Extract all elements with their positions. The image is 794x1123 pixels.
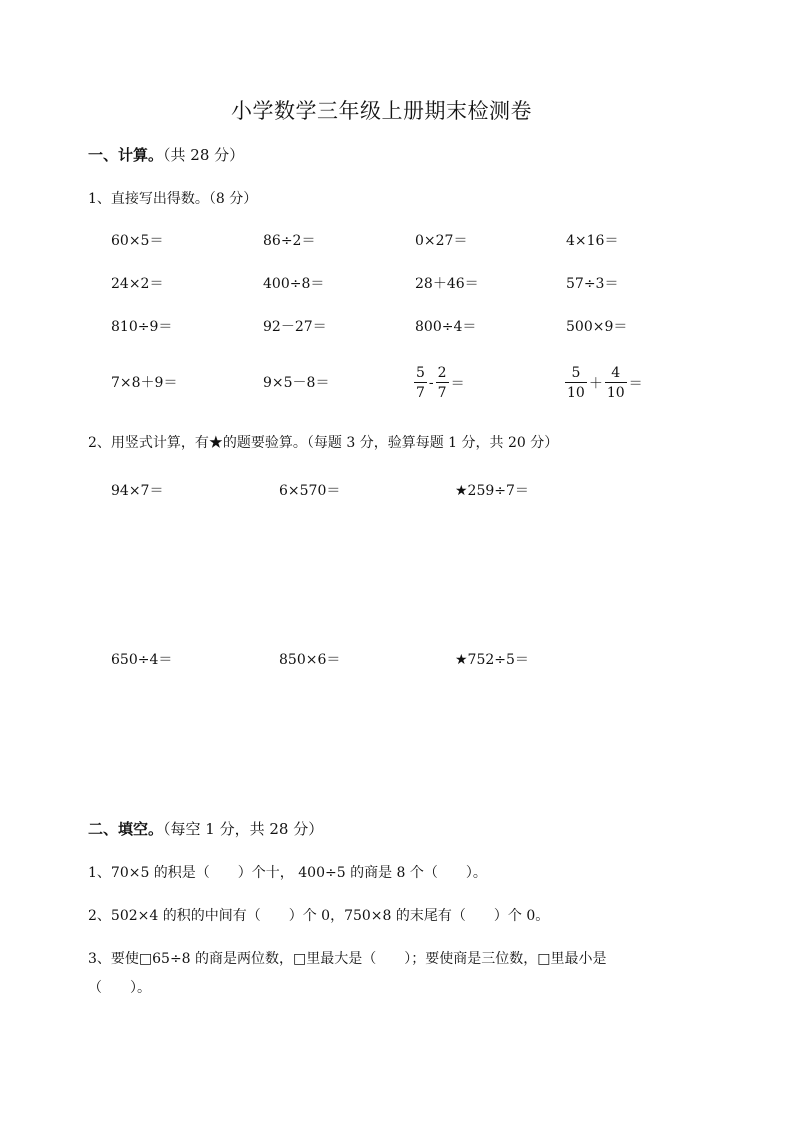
calc-item: 57÷3＝ <box>566 276 619 292</box>
denominator: 7 <box>414 382 427 400</box>
equals-sign: ＝ <box>450 376 465 392</box>
vertical-calc-item: 94×7＝ <box>111 483 164 499</box>
numerator: 4 <box>611 365 621 381</box>
question-2-label: 2、用竖式计算，有★的题要验算。（每题 3 分，验算每题 1 分，共 20 分） <box>88 435 559 451</box>
fill-blank-item: 3、要使□65÷8 的商是两位数，□里最大是（ ）；要使商是三位数，□里最小是 <box>88 951 607 967</box>
operator: ＋ <box>588 376 603 392</box>
calc-item: 810÷9＝ <box>111 319 173 335</box>
section-2-number: 二、填空。 <box>88 820 164 838</box>
fraction <box>565 366 587 400</box>
calc-item: 4×16＝ <box>566 233 619 249</box>
calc-item: 0×27＝ <box>415 233 468 249</box>
calc-item: 9×5－8＝ <box>263 375 330 391</box>
question-1-label: 1、直接写出得数。（8 分） <box>88 191 258 207</box>
fill-blank-item: 2、502×4 的积的中间有（ ）个 0，750×8 的末尾有（ ）个 0。 <box>88 908 550 924</box>
fraction-calc-item <box>413 362 466 404</box>
calc-item: 86÷2＝ <box>263 233 316 249</box>
calc-item: 92－27＝ <box>263 319 327 335</box>
fill-blank-item-continuation: （ ）。 <box>88 980 151 996</box>
calc-item: 800÷4＝ <box>415 319 477 335</box>
denominator: 10 <box>605 382 627 400</box>
denominator: 7 <box>436 382 449 400</box>
vertical-calc-item: 850×6＝ <box>279 652 341 668</box>
numerator: 5 <box>571 365 581 381</box>
fraction <box>436 366 449 400</box>
section-1-number: 一、计算。 <box>88 146 164 164</box>
calc-item: 7×8＋9＝ <box>111 375 178 391</box>
vertical-calc-item: ★752÷5＝ <box>455 652 529 668</box>
section-1-heading <box>88 148 244 163</box>
fraction-calc-item <box>564 362 644 404</box>
numerator: 2 <box>437 365 447 381</box>
calc-item: 60×5＝ <box>111 233 164 249</box>
denominator: 10 <box>565 382 587 400</box>
vertical-calc-item: 6×570＝ <box>279 483 341 499</box>
calc-item: 400÷8＝ <box>263 276 325 292</box>
section-1-points: （共 28 分） <box>163 146 245 164</box>
numerator: 5 <box>416 365 425 381</box>
section-2-heading <box>88 822 323 837</box>
vertical-calc-item: ★259÷7＝ <box>455 483 529 499</box>
fill-blank-item: 1、70×5 的积是（ ）个十， 400÷5 的商是 8 个（ ）。 <box>88 865 487 881</box>
calc-item: 28＋46＝ <box>415 276 479 292</box>
fraction <box>605 366 627 400</box>
fraction <box>414 366 427 400</box>
equals-sign: ＝ <box>628 376 643 392</box>
vertical-calc-item: 650÷4＝ <box>111 652 173 668</box>
calc-item: 500×9＝ <box>566 319 628 335</box>
calc-item: 24×2＝ <box>111 276 164 292</box>
page-title: 小学数学三年级上册期末检测卷 <box>231 99 532 123</box>
operator: - <box>428 375 434 391</box>
section-2-points: （每空 1 分，共 28 分） <box>163 820 324 838</box>
